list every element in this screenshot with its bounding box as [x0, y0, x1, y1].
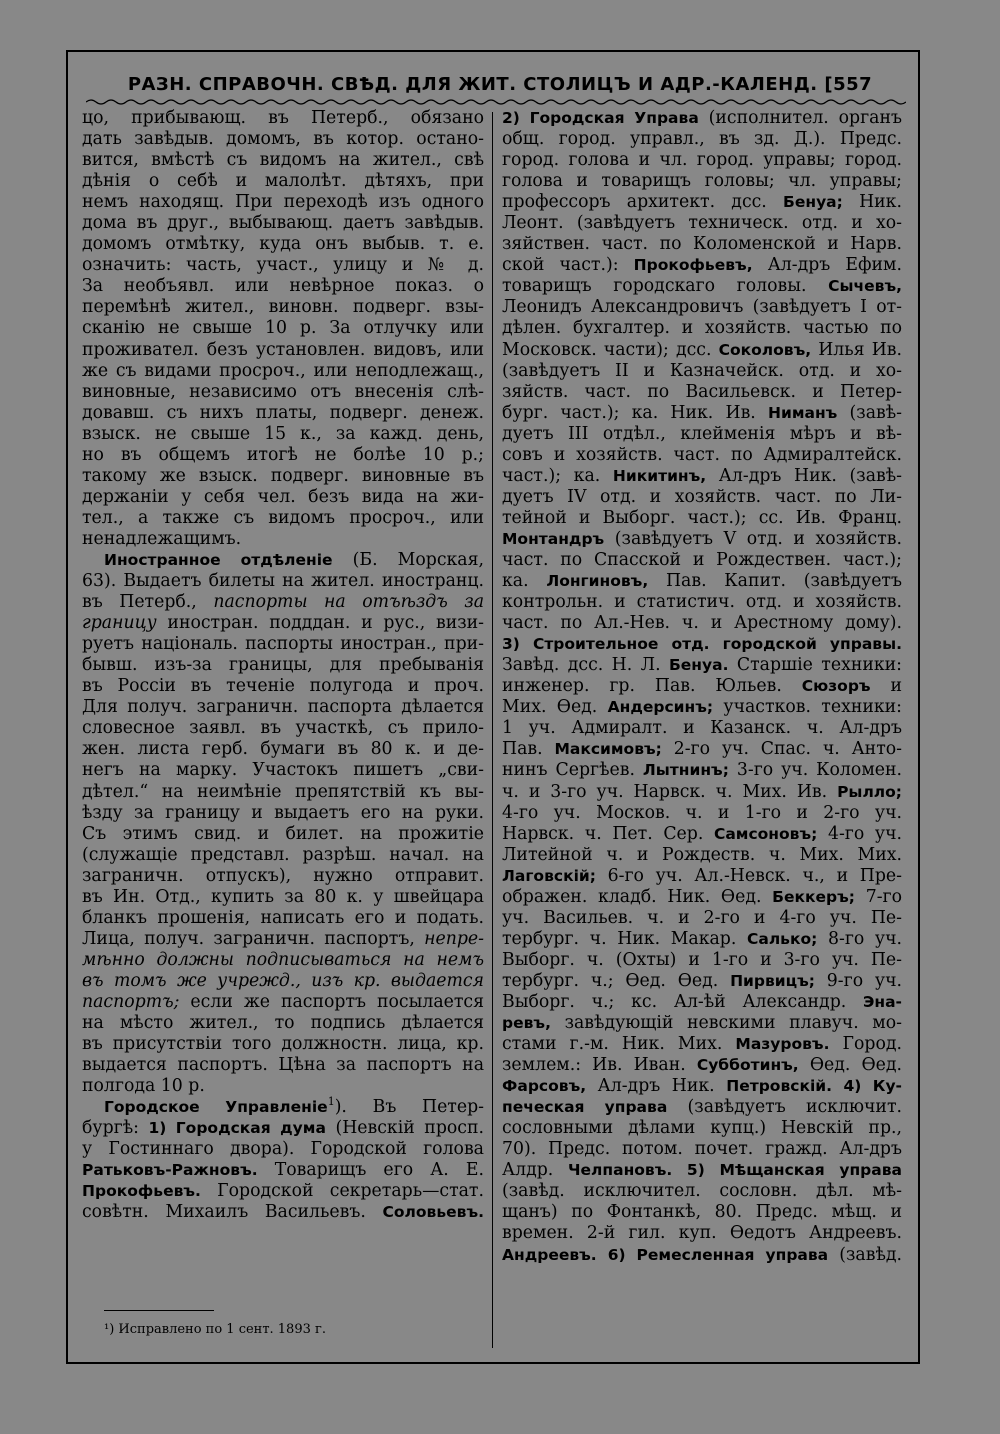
text-line [502, 340, 902, 361]
text-line: Выборг. ч. (Охты) и 1-го и 3-го уч. Пе- [502, 949, 902, 970]
text-span: стами г.-м. Ник. Мих. [502, 1034, 736, 1055]
bold-span: печеская управа [502, 1098, 668, 1117]
paragraph-city-administration [82, 1097, 484, 1223]
bold-span: Монтандръ [502, 529, 605, 548]
text-span: 2-го уч. Спас. ч. Анто- [661, 739, 902, 760]
text-line: довавш. съ нихъ платы, подверг. денеж. [82, 402, 484, 423]
text-line: Леонидъ Александровичъ (завѣдуетъ І от- [502, 297, 902, 318]
text-line: у Гостиннаго двора). Городской голова [82, 1139, 484, 1160]
text-line: виновные, независимо отъ внесенія слѣ- [82, 381, 484, 402]
bold-span: ревъ, [502, 1014, 551, 1033]
text-line [502, 866, 902, 887]
text-line [82, 992, 484, 1013]
text-span: Завѣд. дсс. Н. Л. [502, 655, 669, 676]
italic-span: паспорты на отъѣздъ за [213, 592, 484, 613]
text-span: Старшіе техники: [728, 655, 902, 676]
text-line: полгода 10 р. [82, 1076, 205, 1097]
text-line [502, 824, 902, 845]
text-line: словесное заявл. въ участкѣ, съ прило- [82, 718, 484, 739]
text-line: част. по Спасской и Рождествен. част.); [502, 549, 902, 570]
text-line [82, 929, 484, 950]
italic-span: паспортъ; [82, 991, 180, 1012]
text-line [502, 1160, 902, 1181]
bold-span: Лытнинъ; [642, 761, 729, 780]
text-span: Пав. [502, 739, 555, 760]
bold-span: Соколовъ, [718, 340, 812, 359]
text-line [502, 992, 902, 1013]
text-line: домомъ отмѣтку, куда онъ выбыв. т. е. [82, 234, 484, 255]
text-span: завѣдующій невскими плавуч. мо- [550, 1013, 902, 1034]
text-span: Московск. части); дсс. [502, 339, 719, 360]
text-span: 7-го [855, 886, 902, 907]
text-span: профессоръ архитект. дсс. [502, 192, 784, 213]
bold-span: Челпановъ. 5) Мѣщанская управа [568, 1161, 902, 1180]
text-line: цо, прибывающ. въ Петерб., обязано [82, 108, 484, 128]
text-line [82, 1202, 484, 1223]
text-line: Литейной ч. и Рождеств. ч. Мих. Мих. [502, 844, 902, 865]
text-line [502, 276, 902, 297]
bold-span: Рылло; [837, 782, 902, 801]
text-line: Съ этимъ свид. и билет. на прожитіе [82, 823, 484, 844]
text-line [82, 1160, 484, 1181]
text-line [502, 1055, 902, 1076]
section-heading: Иностранное отдѣленіе [104, 550, 333, 569]
text-line [502, 655, 902, 676]
bold-span: Петровскій. 4) Ку- [726, 1077, 902, 1096]
text-span: Пав. Капит. (завѣдуетъ [648, 571, 902, 592]
text-line [502, 1245, 902, 1266]
bold-span: Ниманъ [768, 403, 838, 422]
text-span: (исполнител. органъ [698, 108, 902, 128]
text-span: ображен. кладб. Ник. Ѳед. [502, 886, 773, 907]
bold-span: Андерсинъ; [607, 698, 714, 717]
text-line [502, 255, 902, 276]
bold-span: Максимовъ; [554, 740, 662, 759]
text-span: ской част.): [502, 255, 634, 276]
text-span: тербург. ч.; Ѳед. Ѳед. [502, 970, 731, 991]
text-span: Ник. [842, 192, 902, 213]
bold-span: Самсоновъ; [713, 824, 818, 843]
text-span: ). Въ Петер- [334, 1097, 484, 1118]
text-line [82, 592, 484, 613]
italic-span: непре- [424, 928, 484, 949]
text-span: (завѣд. [828, 1244, 902, 1265]
text-line: немъ находящ. При переходѣ изъ одного [82, 192, 484, 213]
text-line: проживател. безъ установлен. видовъ, или [82, 339, 484, 360]
text-span: Илья Ив. [811, 339, 902, 360]
text-line [502, 1013, 902, 1034]
text-line: же съ видами просроч., или неподлежащ., [82, 360, 484, 381]
text-span: Ал-дръ Ник. [586, 1076, 727, 1097]
right-column [502, 108, 902, 1266]
bold-span: 1) Городская дума [148, 1119, 326, 1138]
text-line: бланкъ прошенія, написать его и подать. [82, 907, 484, 928]
bold-span: Лаговскій; [502, 866, 596, 885]
text-line: перемѣнѣ жител., виновн. подверг. взы- [82, 297, 484, 318]
text-span: нинъ Сергѣев. [502, 760, 643, 781]
column-divider [492, 112, 493, 1348]
bold-span: Эна- [863, 992, 902, 1011]
text-span: Нарвск. ч. Пет. Сер. [502, 823, 714, 844]
text-line: част. по Ал.-Нев. ч. и Арестному дому). [502, 613, 902, 634]
text-line: въ Россіи въ теченіе полугода и проч. [82, 676, 484, 697]
paragraph-registration [82, 108, 484, 550]
text-span: Мих. Ѳед. [502, 697, 608, 718]
text-line [82, 613, 484, 634]
text-span: (Невскій просп. [325, 1118, 484, 1139]
text-line: времен. 2-й гил. куп. Ѳедотъ Андреевъ. [502, 1223, 902, 1244]
text-span: иностран. подддан. и рус., визи- [156, 613, 484, 634]
text-line: (служащіе представл. разрѣш. начал. на [82, 844, 484, 865]
text-span: ч. и 3-го уч. Нарвск. ч. Мих. Ив. [502, 781, 838, 802]
text-span: 9-го уч. [815, 970, 902, 991]
text-span: инженер. гр. Пав. Юльев. [502, 676, 802, 697]
text-line [502, 108, 902, 129]
text-line: въ Ин. Отд., купить за 80 к. у швейцара [82, 886, 484, 907]
text-line [502, 192, 902, 213]
text-line: зяйств. част. по Васильевск. и Петер- [502, 381, 902, 402]
text-line [82, 1097, 484, 1118]
text-span: Выборг. ч.; кс. Ал-ѣй Александр. [502, 991, 864, 1012]
text-line: заграничн. отпускъ), нужно отправит. [82, 865, 484, 886]
section-heading: Городское Управленіе [104, 1098, 328, 1117]
text-line [502, 529, 902, 550]
text-span: землем.: Ив. Иван. [502, 1055, 697, 1076]
text-line: такому же взыск. подверг. виновные въ [82, 465, 484, 486]
text-line: дуетъ III отдѣл., клейменія мѣръ и вѣ- [502, 423, 902, 444]
bold-span: Прокофьевъ, [633, 256, 753, 275]
bold-span: Бенуа; [783, 193, 843, 212]
text-line: 1 уч. Адмиралт. и Казанск. ч. Ал-дръ [502, 718, 902, 739]
text-span: Городской секретарь—стат. [200, 1181, 484, 1202]
text-span: въ Петерб., [82, 592, 214, 613]
text-line [82, 1118, 484, 1139]
bold-span: Пирвицъ; [730, 971, 815, 990]
text-line: (завѣд. исключител. сословн. дѣл. мѣ- [502, 1181, 902, 1202]
text-line: голова и товарищъ головы; чл. управы; [502, 171, 902, 192]
text-span: тербург. ч. Ник. Макар. [502, 928, 747, 949]
text-line: Леонт. (завѣдуетъ техническ. отд. и хо- [502, 213, 902, 234]
text-span: совѣтн. Михаилъ Васильевъ. [82, 1202, 383, 1223]
text-line: дома въ друг., выбывающ. даетъ завѣдыв. [82, 213, 484, 234]
text-line: дѣтел.“ на неимѣніе препятствій къ вы- [82, 781, 484, 802]
text-span: и [870, 676, 902, 697]
text-span: участков. техники: [713, 697, 903, 718]
footnote-rule [104, 1310, 214, 1311]
bold-span: Соловьевъ. [382, 1203, 484, 1222]
text-span: товарищъ городскаго головы. [502, 276, 829, 297]
bold-span: Мазуровъ. [735, 1035, 830, 1054]
bold-span: Никитинъ, [612, 466, 707, 485]
text-line [502, 676, 902, 697]
text-line: дуетъ IV отд. и хозяйств. част. по Ли- [502, 486, 902, 507]
text-line: (завѣдуетъ II и Казначейск. отд. и хо- [502, 360, 902, 381]
text-line: ѣзду за границу и выдаетъ его на руки. [82, 802, 484, 823]
text-line: выдается паспортъ. Цѣна за паспортъ на [82, 1055, 484, 1076]
text-line [502, 887, 902, 908]
text-line: уч. Васильев. ч. и 2-го и 4-го уч. Пе- [502, 907, 902, 928]
text-span: 4-го уч. [817, 823, 902, 844]
text-line: 63). Выдаетъ билеты на жител. иностранц. [82, 571, 484, 592]
text-line: вится, вмѣстѣ съ видомъ на жител., свѣ [82, 150, 484, 171]
text-span: ка. [502, 571, 547, 592]
text-line: город. голова и чл. город. управы; город. [502, 150, 902, 171]
bold-span: Андреевъ. 6) Ремесленная управа [502, 1245, 829, 1264]
text-line: въ присутствіи того должностн. лица, кр. [82, 1034, 484, 1055]
text-line [502, 739, 902, 760]
text-span: (завѣдуетъ V отд. и хозяйств. [604, 528, 902, 549]
text-line [502, 634, 902, 655]
text-line [502, 929, 902, 950]
italic-line: въ томъ же учрежд., изъ кр. выдается [82, 970, 484, 991]
bold-span: Фарсовъ, [502, 1077, 587, 1096]
bold-span: Сюзоръ [801, 677, 871, 696]
text-span: Ал-дръ Ник. (завѣ- [706, 465, 902, 486]
text-span: Ѳед. Ѳед. [798, 1055, 902, 1076]
running-header: РАЗН. СПРАВОЧН. СВѢД. ДЛЯ ЖИТ. СТОЛИЦЪ И АДР.-КАЛЕНД. [557 [127, 74, 873, 95]
italic-line: мѣнно должны подписываться на немъ [82, 949, 484, 970]
text-line: тейной и Выборг. част.); сс. Ив. Франц. [502, 507, 902, 528]
text-span: 3-го уч. Коломен. [728, 760, 902, 781]
text-line: ненадлежащимъ. [82, 528, 242, 549]
text-line [502, 697, 902, 718]
text-span: бург. част.); ка. Ник. Ив. [502, 402, 768, 423]
text-line: 4-го уч. Москов. ч. и 1-го и 2-го уч. [502, 802, 902, 823]
text-span: (завѣ- [837, 402, 902, 423]
text-line [502, 760, 902, 781]
italic-span: границу [82, 613, 157, 634]
text-span: Товарищъ его А. Е. [257, 1160, 484, 1181]
section-heading: 3) Строительное отд. городской управы. [502, 635, 902, 654]
text-line: негъ на марку. Участокъ пишетъ „сви- [82, 760, 484, 781]
text-line [502, 971, 902, 992]
text-line: дѣлен. бухгалтер. и хозяйств. частью по [502, 318, 902, 339]
paragraph-foreign-department [82, 550, 484, 1097]
text-span: Алдр. [502, 1160, 569, 1181]
bold-span: Прокофьевъ. [82, 1182, 201, 1201]
text-span: бургѣ: [82, 1118, 149, 1139]
text-line: бывш. изъ-за границы, для пребыванія [82, 655, 484, 676]
text-line: общ. город. управл., въ зд. Д.). Предс. [502, 129, 902, 150]
text-line: зяйствен. част. по Коломенской и Нарв. [502, 234, 902, 255]
text-line: но въ общемъ итогѣ не болѣе 10 р.; [82, 444, 484, 465]
text-line [82, 1181, 484, 1202]
text-line [502, 1034, 902, 1055]
bold-span: Беккеръ; [772, 887, 855, 906]
bold-span: Сычевъ, [828, 277, 902, 296]
bold-span: Лонгиновъ, [546, 572, 649, 591]
text-line [502, 782, 902, 803]
footnote-marker: 1 [327, 1095, 335, 1109]
left-column [82, 108, 484, 1223]
text-line [502, 1097, 902, 1118]
text-line: означить: часть, участ., улицу и № д. [82, 255, 484, 276]
text-line: сословными дѣлами купц.) Невскій пр., [502, 1118, 902, 1139]
text-line [82, 550, 484, 571]
bold-span: Бенуа. [668, 656, 729, 675]
text-span: Лица, получ. заграничн. паспортъ, [82, 928, 425, 949]
text-span: 6-го уч. Ал.-Невск. ч., и Пре- [595, 865, 902, 886]
text-line: на мѣсто жител., то подпись дѣлается [82, 1013, 484, 1034]
text-line [502, 403, 902, 424]
bold-span: Ратьковъ-Ражновъ. [82, 1161, 258, 1180]
text-span: (завѣдуетъ исключит. [667, 1097, 902, 1118]
text-line: щанъ) по Фонтанкѣ, 80. Предс. мѣщ. и [502, 1202, 902, 1223]
text-span: част.); ка. [502, 465, 613, 486]
text-line [502, 466, 902, 487]
text-line: взыск. не свыше 15 к., за кажд. день, [82, 423, 484, 444]
bold-span: Салько; [747, 929, 818, 948]
text-line: держаніи у себя чел. безъ вида на жи- [82, 486, 484, 507]
text-line: сканію не свыше 10 р. За отлучку или [82, 318, 484, 339]
footnote: ¹) Исправлено по 1 сент. 1893 г. [104, 1322, 326, 1337]
text-line [502, 1076, 902, 1097]
text-line: тел., а также съ видомъ просроч., или [82, 507, 484, 528]
text-span: (Б. Морская, [332, 549, 484, 570]
text-span: если же паспортъ посылается [179, 991, 484, 1012]
text-line: За необъявл. или невѣрное показ. о [82, 276, 484, 297]
bold-span: 2) Городская Управа [502, 109, 699, 127]
text-span: Город. [829, 1034, 902, 1055]
text-line: дѣнія о себѣ и малолѣт. дѣтяхъ, при [82, 171, 484, 192]
header-wavy-rule [86, 98, 906, 106]
text-span: 8-го уч. [817, 928, 902, 949]
text-line: совъ и хозяйств. част. по Адмиралтейск. [502, 444, 902, 465]
text-line [502, 571, 902, 592]
text-line: 70). Предс. потом. почет. гражд. Ал-дръ [502, 1139, 902, 1160]
text-line: жен. листа герб. бумаги въ 80 к. и де- [82, 739, 484, 760]
text-line: Для получ. заграничн. паспорта дѣлается [82, 697, 484, 718]
text-line: руетъ національ. паспорты иностран., при- [82, 634, 484, 655]
text-line: дать завѣдыв. домомъ, въ котор. остано- [82, 129, 484, 150]
bold-span: Субботинъ, [696, 1056, 799, 1075]
text-line: контрольн. и статистич. отд. и хозяйств. [502, 592, 902, 613]
text-span: Ал-дръ Ефим. [752, 255, 902, 276]
